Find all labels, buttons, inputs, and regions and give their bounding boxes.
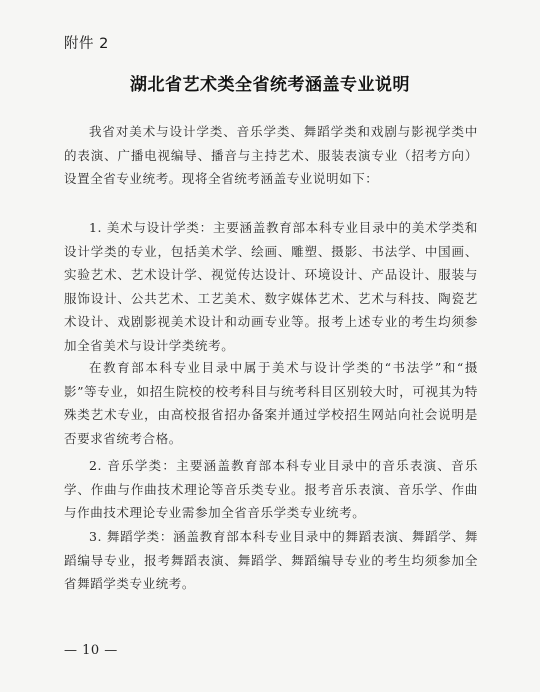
- special-art-paragraph: 在教育部本科专业目录中属于美术与设计学类的“书法学”和“摄影”等专业，如招生院校的校考科目与统考科目区别较大时，可视其为特殊类艺术专业，由高校报省招办备案并通过学校招生网站向社会说明是否要求省统考合格。: [64, 360, 478, 446]
- special-art-paragraph-block: [64, 356, 478, 450]
- document-title: 湖北省艺术类全省统考涵盖专业说明: [130, 75, 410, 95]
- page-number: — 10 —: [64, 643, 118, 658]
- intro-paragraph: 我省对美术与设计学类、音乐学类、舞蹈学类和戏剧与影视学类中的表演、广播电视编导、播音与主持艺术、服装表演专业（招考方向）设置全省专业统考。现将全省统考涵盖专业说明如下：: [64, 124, 478, 186]
- music-paragraph: 2. 音乐学类：主要涵盖教育部本科专业目录中的音乐表演、音乐学、作曲与作曲技术理论等音乐类专业。报考音乐表演、音乐学、作曲与作曲技术理论专业需参加全省音乐学类专业统考。: [64, 458, 478, 520]
- dance-paragraph-block: [64, 525, 478, 596]
- art-design-paragraph-block: [64, 216, 478, 357]
- music-paragraph-block: [64, 454, 478, 525]
- intro-paragraph-block: [64, 120, 478, 191]
- art-design-paragraph: 1. 美术与设计学类：主要涵盖教育部本科专业目录中的美术学类和设计学类的专业，包括美术学、绘画、雕塑、摄影、书法学、中国画、实验艺术、艺术设计学、视觉传达设计、环境设计、产品设计、服装与服饰设计、公共艺术、工艺美术、数字媒体艺术、艺术与科技、陶瓷艺术设计、戏剧影视美术设计和动画专业等。报考上述专业的考生均须参加全省美术与设计学类统考。: [64, 220, 478, 353]
- attachment-label: 附件 2: [64, 36, 109, 52]
- dance-paragraph: 3. 舞蹈学类：涵盖教育部本科专业目录中的舞蹈表演、舞蹈学、舞蹈编导专业，报考舞蹈表演、舞蹈学、舞蹈编导专业的考生均须参加全省舞蹈学类专业统考。: [64, 529, 478, 591]
